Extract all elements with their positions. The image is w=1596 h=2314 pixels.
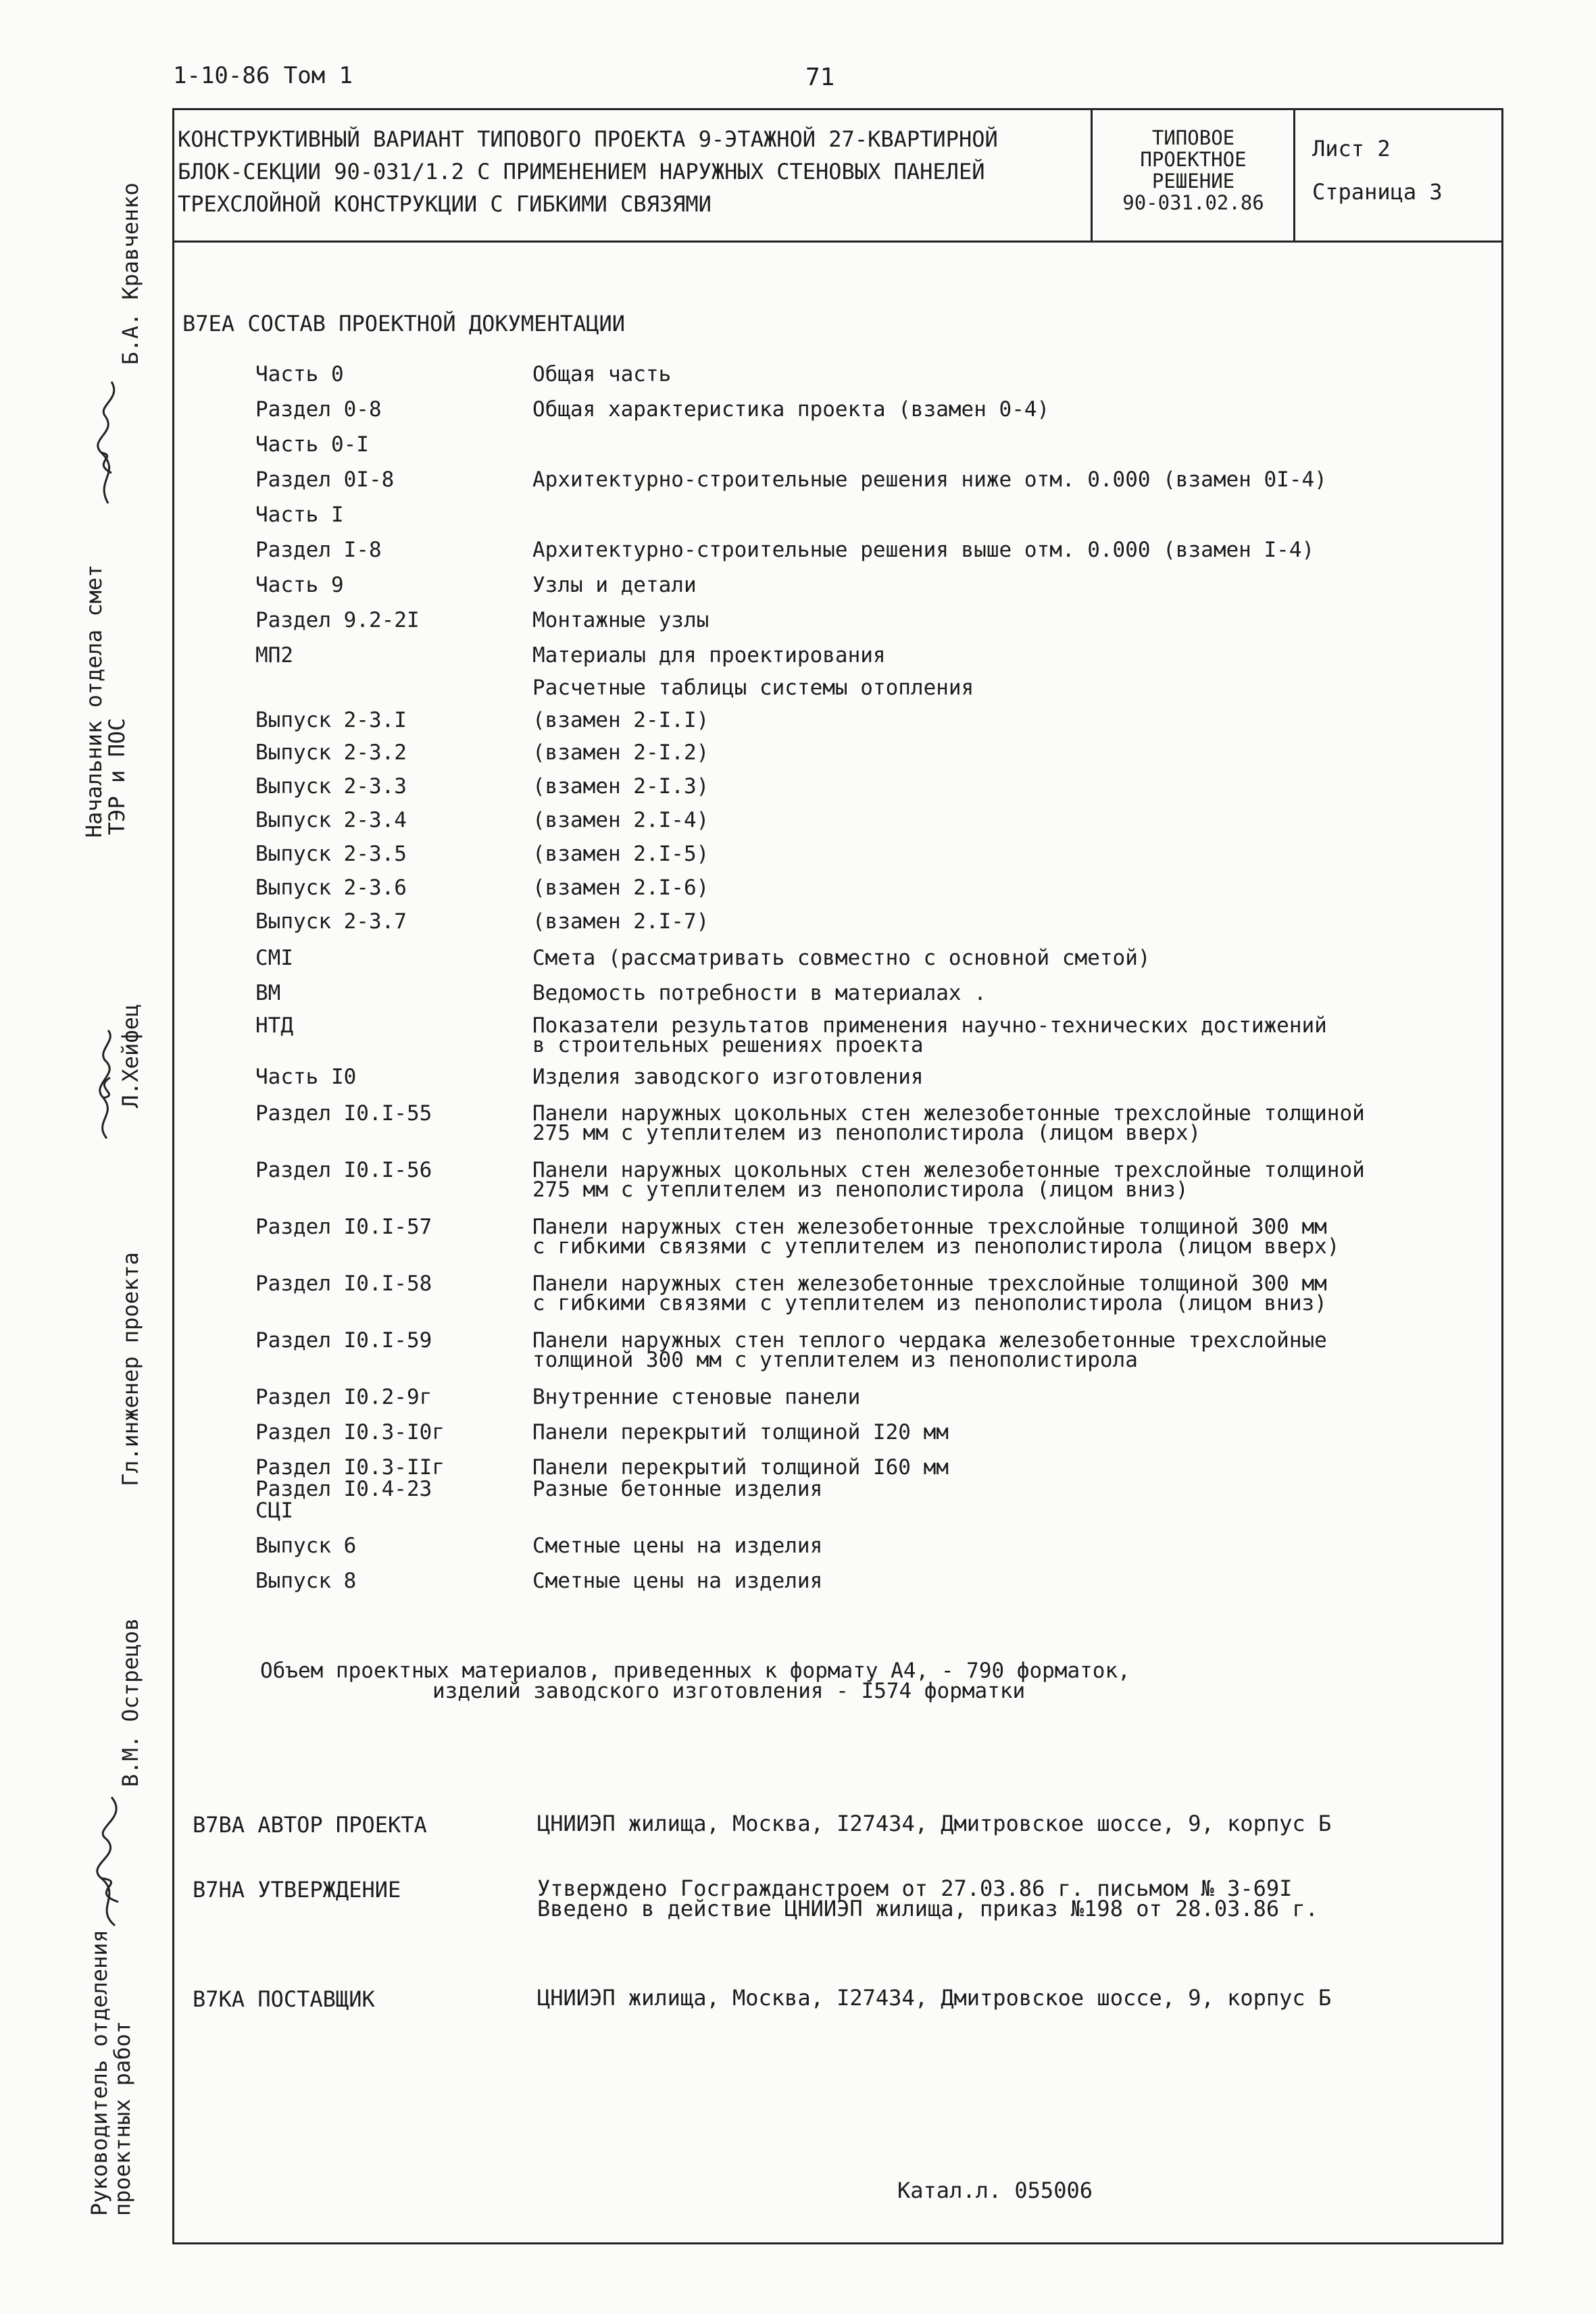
- document-code: Раздел 0-8: [255, 397, 382, 422]
- description-line: Панели перекрытий толщиной I20 мм: [532, 1420, 949, 1444]
- document-description: [532, 1385, 861, 1409]
- document-code: СЦI: [255, 1499, 293, 1523]
- document-code: Выпуск 2-3.7: [255, 909, 407, 934]
- document-code: МП2: [255, 643, 293, 668]
- document-code: Часть I0: [255, 1065, 357, 1089]
- document-code: Раздел 0I-8: [255, 468, 395, 492]
- document-code: Раздел I0.I-58: [255, 1272, 432, 1296]
- document-description: [532, 573, 697, 597]
- description-line: (взамен 2.I-4): [532, 808, 709, 832]
- description-line: (взамен 2-I.I): [532, 708, 709, 732]
- document-code: Раздел I0.I-55: [255, 1101, 432, 1126]
- supplier-line: ЦНИИЭП жилища, Москва, I27434, Дмитровское шоссе, 9, корпус Б: [537, 1985, 1332, 2011]
- handwritten-signature-2: [80, 1027, 134, 1142]
- document-code: Часть 0-I: [255, 432, 369, 457]
- document-code: Раздел I0.I-56: [255, 1158, 432, 1182]
- description-line: (взамен 2.I-6): [532, 876, 709, 900]
- description-line: Расчетные таблицы системы отопления: [532, 676, 974, 700]
- header-divider: [172, 241, 1503, 243]
- approval-label: В7НА УТВЕРЖДЕНИЕ: [193, 1877, 401, 1903]
- description-line: 275 мм с утеплителем из пенополистирола (лицом вниз): [532, 1178, 1189, 1202]
- volume-line: Объем проектных материалов, приведенных к формату А4, - 790 форматок,: [260, 1659, 1130, 1683]
- stamp-line: 90-031.02.86: [1122, 191, 1264, 214]
- description-line: с гибкими связями с утеплителем из пенополистирола (лицом вверх): [532, 1234, 1340, 1259]
- document-description: [532, 362, 672, 386]
- document-description: [532, 397, 1050, 422]
- approval-line: Введено в действие ЦНИИЭП жилища, приказ №198 от 28.03.86 г.: [537, 1896, 1318, 1921]
- document-description: [532, 470, 1327, 490]
- volume-note: [260, 1661, 1130, 1701]
- document-description: [532, 878, 709, 898]
- document-code: Раздел I-8: [255, 538, 382, 562]
- stamp-line: ПРОЕКТНОЕ: [1140, 148, 1247, 171]
- document-description: [532, 1420, 949, 1444]
- description-line: (взамен 2-I.3): [532, 774, 709, 799]
- page-label: Страница 3: [1312, 179, 1443, 205]
- document-description: [532, 678, 974, 698]
- document-code: Раздел I0.I-57: [255, 1215, 432, 1239]
- document-code: Выпуск 8: [255, 1569, 357, 1593]
- stamp-line: ТИПОВОЕ: [1151, 126, 1235, 149]
- handwritten-signature-1: [81, 378, 135, 507]
- document-code: Раздел I0.3-IIг: [255, 1455, 445, 1480]
- signature-role-chief-engineer: Гл.инженер проекта: [118, 1252, 143, 1486]
- document-code: Раздел I0.I-59: [255, 1328, 432, 1353]
- description-line: Ведомость потребности в материалах .: [532, 981, 987, 1005]
- document-description: [532, 608, 709, 632]
- signature-name-kravchenko: Б.А. Кравченко: [118, 182, 143, 365]
- document-description: [532, 1536, 822, 1556]
- description-line: Изделия заводского изготовления: [532, 1065, 924, 1089]
- document-code: Часть I: [255, 503, 344, 527]
- section-heading: В7ЕА СОСТАВ ПРОЕКТНОЙ ДОКУМЕНТАЦИИ: [182, 311, 626, 336]
- description-line: Архитектурно-строительные решения выше отм. 0.000 (взамен I-4): [532, 538, 1315, 562]
- document-description: [532, 946, 1151, 970]
- signature-role-line: Начальник отдела смет: [81, 564, 107, 838]
- document-code: НТД: [255, 1013, 293, 1038]
- signature-name-kheifets: Л.Хейфец: [118, 1003, 143, 1108]
- description-line: Сметные цены на изделия: [532, 1534, 823, 1558]
- description-line: Разные бетонные изделия: [532, 1477, 823, 1501]
- document-code: Раздел I0.3-I0г: [255, 1420, 445, 1444]
- title-line: БЛОК-СЕКЦИИ 90-031/1.2 С ПРИМЕНЕНИЕМ НАРУЖНЫХ СТЕНОВЫХ ПАНЕЛЕЙ: [178, 159, 985, 184]
- signature-name-ostretsov: В.М. Острецов: [118, 1617, 143, 1787]
- sheet-info: [1312, 127, 1443, 213]
- description-line: Смета (рассматривать совместно с основной сметой): [532, 946, 1151, 970]
- description-line: Показатели результатов применения научно-технических достижений: [532, 1013, 1327, 1038]
- description-line: Панели перекрытий толщиной I60 мм: [532, 1455, 949, 1480]
- catalog-number: Катал.л. 055006: [897, 2178, 1093, 2203]
- document-code: Раздел I0.2-9г: [255, 1385, 432, 1409]
- author-text: [537, 1813, 1331, 1834]
- description-line: (взамен 2.I-7): [532, 909, 709, 934]
- description-line: 275 мм с утеплителем из пенополистирола (лицом вверх): [532, 1121, 1201, 1145]
- description-line: Панели наружных стен теплого чердака железобетонные трехслойные: [532, 1328, 1327, 1353]
- description-line: Узлы и детали: [532, 573, 697, 597]
- document-code: Часть 9: [255, 573, 344, 597]
- document-description: [532, 740, 709, 765]
- description-line: Панели наружных стен железобетонные трехслойные толщиной 300 мм: [532, 1272, 1327, 1296]
- document-description: [532, 540, 1314, 560]
- document-code: Раздел I0.4-23: [255, 1477, 432, 1501]
- description-line: (взамен 2-I.2): [532, 740, 709, 765]
- description-line: Общая характеристика проекта (взамен 0-4): [532, 397, 1050, 422]
- description-line: с гибкими связями с утеплителем из пенополистирола (лицом вниз): [532, 1291, 1327, 1315]
- document-description: [532, 1101, 1365, 1145]
- page-number: 71: [805, 64, 835, 91]
- supplier-label: В7КА ПОСТАВЩИК: [193, 1986, 375, 2012]
- header-divider-1: [1091, 108, 1093, 242]
- description-line: Панели наружных цокольных стен железобетонные трехслойные толщиной: [532, 1158, 1365, 1182]
- approval-line: Утверждено Госгражданстроем от 27.03.86 г. письмом № 3-69I: [537, 1876, 1293, 1901]
- document-code: Выпуск 2-3.5: [255, 842, 407, 866]
- document-code: Выпуск 6: [255, 1534, 357, 1558]
- document-code: Раздел 9.2-2I: [255, 608, 420, 632]
- document-code: Часть 0: [255, 362, 344, 386]
- title-line: ТРЕХСЛОЙНОЙ КОНСТРУКЦИИ С ГИБКИМИ СВЯЗЯМИ: [178, 191, 712, 217]
- author-line: ЦНИИЭП жилища, Москва, I27434, Дмитровское шоссе, 9, корпус Б: [537, 1811, 1332, 1836]
- description-line: Материалы для проектирования: [532, 643, 886, 668]
- document-code: СМI: [255, 946, 293, 970]
- document-description: [532, 1571, 822, 1591]
- document-description: [532, 1477, 823, 1501]
- document-description: [532, 981, 987, 1005]
- document-code: Выпуск 2-3.2: [255, 740, 407, 765]
- project-title: [178, 123, 998, 220]
- document-code: ВМ: [255, 981, 281, 1005]
- description-line: Панели наружных стен железобетонные трехслойные толщиной 300 мм: [532, 1215, 1327, 1239]
- signature-role-head-of-department: [88, 1930, 134, 2216]
- document-description: [532, 1455, 949, 1480]
- document-description: [532, 1217, 1339, 1257]
- document-code: Выпуск 2-3.4: [255, 808, 407, 832]
- signature-role-head-of-estimates: [82, 564, 128, 838]
- document-description: [532, 1067, 924, 1087]
- signature-role-line: проектных работ: [109, 2021, 135, 2216]
- handwritten-signature-3: [74, 1794, 142, 1929]
- stamp-line: РЕШЕНИЕ: [1151, 170, 1235, 193]
- signature-role-line: ТЭР и ПОС: [104, 718, 130, 835]
- sheet-number: Лист 2: [1312, 136, 1391, 161]
- description-line: толщиной 300 мм с утеплителем из пенополистирола: [532, 1348, 1138, 1372]
- description-line: Панели наружных цокольных стен железобетонные трехслойные толщиной: [532, 1101, 1365, 1126]
- volume-line: изделий заводского изготовления - I574 форматки: [432, 1679, 1026, 1703]
- document-description: [532, 774, 709, 799]
- document-description: [532, 808, 709, 832]
- standard-solution-stamp: [1097, 127, 1289, 213]
- document-description: [532, 708, 709, 732]
- description-line: Архитектурно-строительные решения ниже отм. 0.000 (взамен 0I-4): [532, 468, 1327, 492]
- author-label: В7ВА АВТОР ПРОЕКТА: [193, 1812, 427, 1838]
- document-code: Выпуск 2-3.3: [255, 774, 407, 799]
- document-description: [532, 1158, 1365, 1202]
- document-description: [532, 909, 709, 934]
- document-code: Выпуск 2-3.I: [255, 708, 407, 732]
- document-description: [532, 1013, 1327, 1057]
- document-description: [532, 643, 886, 668]
- document-description: [532, 842, 709, 866]
- document-code: Выпуск 2-3.6: [255, 876, 407, 900]
- document-description: [532, 1328, 1327, 1372]
- title-line: КОНСТРУКТИВНЫЙ ВАРИАНТ ТИПОВОГО ПРОЕКТА 9-ЭТАЖНОЙ 27-КВАРТИРНОЙ: [178, 126, 998, 152]
- header-divider-2: [1293, 108, 1295, 242]
- description-line: Общая часть: [532, 362, 672, 386]
- description-line: Сметные цены на изделия: [532, 1569, 823, 1593]
- signature-role-line: Руководитель отделения: [86, 1930, 112, 2216]
- document-reference: 1-10-86 Том 1: [173, 62, 353, 89]
- supplier-text: [537, 1985, 1332, 2011]
- description-line: (взамен 2.I-5): [532, 842, 709, 866]
- description-line: Монтажные узлы: [532, 608, 709, 632]
- document-description: [532, 1274, 1327, 1313]
- description-line: Внутренние стеновые панели: [532, 1385, 861, 1409]
- description-line: в строительных решениях проекта: [532, 1033, 924, 1057]
- approval-text: [537, 1878, 1318, 1919]
